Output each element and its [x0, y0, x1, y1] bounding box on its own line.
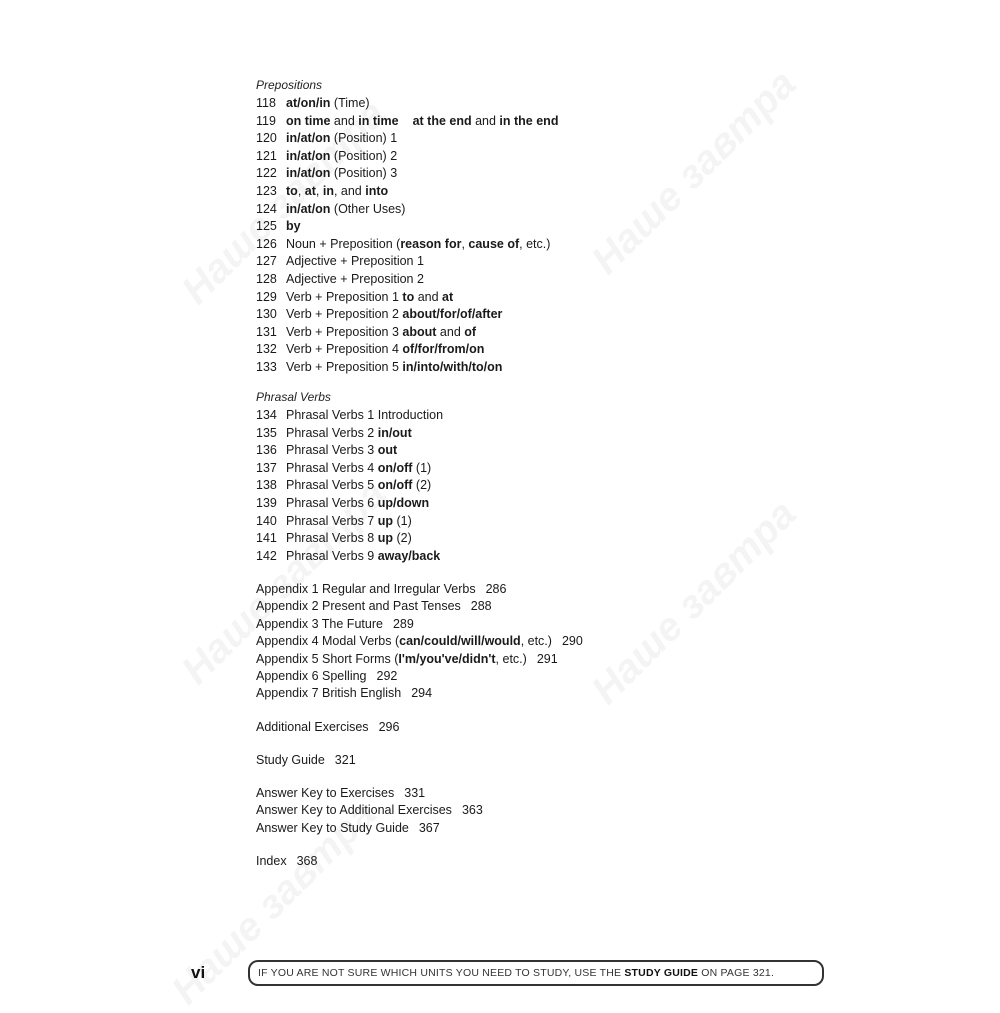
toc-text: Appendix 2 Present and Past Tenses [256, 599, 461, 614]
toc-entry[interactable] [256, 633, 583, 649]
toc-entry[interactable] [256, 513, 412, 529]
toc-text: Phrasal Verbs 4 [286, 460, 378, 475]
toc-bold-text: out [377, 443, 398, 458]
toc-page-ref: 321 [334, 753, 356, 767]
toc-page-ref: 291 [536, 651, 558, 666]
unit-number: 132 [256, 342, 277, 357]
toc-entry[interactable] [256, 236, 550, 252]
toc-text: Phrasal Verbs 1 Introduction [286, 408, 444, 422]
toc-entry[interactable] [256, 495, 429, 511]
toc-entry[interactable] [256, 341, 484, 357]
toc-entry[interactable] [256, 359, 502, 375]
toc-entry[interactable] [256, 668, 397, 684]
toc-page-ref: 289 [392, 616, 414, 631]
toc-page-ref: 292 [376, 669, 398, 683]
toc-bold-text: on time [286, 113, 331, 128]
unit-number: 141 [256, 531, 277, 546]
toc-text: , etc.) [495, 651, 527, 666]
toc-text: Adjective + Preposition 2 [286, 272, 424, 286]
note-bold-text: STUDY GUIDE [624, 967, 699, 979]
toc-bold-text: away/back [377, 548, 441, 563]
toc-bold-text: in/at/on [286, 201, 331, 216]
toc-entry[interactable] [256, 530, 412, 546]
unit-number: 124 [256, 201, 277, 216]
toc-text: Appendix 3 The Future [256, 616, 383, 631]
toc-entry[interactable] [256, 148, 397, 164]
toc-text: (Time) [330, 96, 370, 110]
unit-number: 137 [256, 460, 277, 475]
note-text: ON PAGE 321. [698, 967, 775, 979]
toc-bold-text: on/off [377, 460, 413, 475]
toc-bold-text: in the end [499, 113, 559, 128]
toc-label: Answer Key to Additional Exercises [256, 803, 452, 817]
toc-text: Phrasal Verbs 7 [286, 513, 378, 528]
unit-number: 135 [256, 425, 277, 440]
toc-text: (Position) 3 [330, 166, 398, 181]
toc-bold-text: reason for [400, 236, 462, 251]
unit-number: 122 [256, 166, 277, 181]
note-text: IF YOU ARE NOT SURE WHICH UNITS YOU NEED TO STUDY, USE THE [258, 967, 625, 979]
toc-entry[interactable] [256, 253, 424, 269]
unit-number: 139 [256, 496, 277, 510]
toc-entry[interactable] [256, 165, 397, 181]
toc-entry[interactable] [256, 442, 397, 458]
toc-text: and [436, 324, 465, 339]
toc-entry[interactable] [256, 651, 558, 667]
toc-text: Verb + Preposition 3 [286, 324, 403, 339]
toc-text: Phrasal Verbs 2 [286, 425, 378, 440]
toc-bold-text: at the end [412, 113, 472, 128]
toc-text: (1) [393, 513, 412, 528]
toc-bold-text: about [402, 324, 437, 339]
toc-text: , [461, 236, 469, 251]
toc-entry[interactable] [256, 324, 476, 340]
toc-page-ref: 286 [485, 582, 507, 596]
toc-entry[interactable] [256, 201, 405, 217]
toc-entry[interactable] [256, 616, 414, 632]
toc-text: Phrasal Verbs 5 [286, 478, 378, 493]
toc-text: , and [333, 184, 366, 198]
toc-entry[interactable] [256, 306, 502, 322]
toc-text: Verb + Preposition 4 [286, 342, 403, 357]
toc-text: , etc.) [520, 634, 552, 649]
toc-text: Phrasal Verbs 6 [286, 496, 378, 510]
toc-entry[interactable] [256, 581, 506, 597]
toc-page-ref: 294 [411, 686, 433, 701]
toc-answer-key-additional[interactable] [256, 802, 483, 818]
toc-study-guide[interactable] [256, 752, 356, 768]
toc-bold-text: of [464, 324, 477, 339]
toc-entry[interactable] [256, 218, 301, 234]
toc-bold-text: at/on/in [286, 96, 331, 110]
toc-entry[interactable] [256, 95, 370, 111]
toc-label: Study Guide [256, 753, 325, 767]
toc-bold-text: to [402, 289, 415, 304]
section-heading-prepositions: Prepositions [256, 78, 323, 92]
toc-bold-text: by [286, 219, 301, 234]
unit-number: 136 [256, 443, 277, 458]
toc-entry[interactable] [256, 289, 453, 305]
toc-text: , [315, 184, 323, 198]
toc-bold-text: up [377, 513, 393, 528]
toc-bold-text: in/at/on [286, 166, 331, 181]
unit-number: 140 [256, 513, 277, 528]
toc-page-ref: 290 [561, 634, 583, 649]
toc-bold-text: in/at/on [286, 148, 331, 163]
unit-number: 138 [256, 478, 277, 493]
toc-bold-text: cause of [468, 236, 520, 251]
toc-additional-exercises[interactable] [256, 719, 399, 735]
unit-number: 128 [256, 272, 277, 286]
toc-page-ref: 288 [470, 599, 492, 614]
toc-page-ref: 368 [296, 854, 318, 868]
unit-number: 125 [256, 219, 277, 234]
unit-number: 120 [256, 131, 277, 146]
toc-label: Additional Exercises [256, 720, 369, 734]
unit-number: 126 [256, 236, 277, 251]
toc-entry[interactable] [256, 271, 424, 287]
watermark [583, 492, 805, 714]
toc-text: (Position) 1 [330, 131, 398, 146]
toc-page-ref: 363 [461, 803, 483, 817]
unit-number: 130 [256, 307, 277, 322]
toc-entry[interactable] [256, 477, 431, 493]
toc-bold-text: at [442, 289, 454, 304]
toc-bold-text: I'm/you've/didn't [398, 651, 496, 666]
toc-text: and [330, 113, 359, 128]
toc-index[interactable] [256, 853, 317, 869]
unit-number: 129 [256, 289, 277, 304]
toc-text: (Other Uses) [330, 201, 406, 216]
toc-bold-text: to [286, 184, 298, 198]
toc-entry[interactable] [256, 548, 440, 564]
unit-number: 127 [256, 254, 277, 269]
toc-label: Answer Key to Study Guide [256, 821, 409, 835]
toc-text: Appendix 7 British English [256, 686, 402, 701]
toc-page-ref: 331 [404, 786, 426, 800]
toc-bold-text: in/at/on [286, 131, 331, 146]
toc-text: (1) [412, 460, 432, 475]
toc-text: Appendix 5 Short Forms ( [256, 651, 399, 666]
toc-text: and [414, 289, 443, 304]
toc-text: (2) [412, 478, 432, 493]
toc-bold-text: in [322, 184, 334, 198]
toc-text: Phrasal Verbs 9 [286, 548, 378, 563]
toc-page-ref: 296 [378, 720, 400, 734]
toc-label: Answer Key to Exercises [256, 786, 395, 800]
toc-label: Index [256, 854, 287, 868]
toc-entry[interactable] [256, 425, 412, 441]
toc-answer-key-exercises[interactable] [256, 785, 425, 801]
toc-entry[interactable] [256, 685, 432, 701]
watermark [583, 62, 805, 284]
toc-entry[interactable] [256, 113, 558, 129]
toc-text: Verb + Preposition 1 [286, 289, 403, 304]
toc-entry[interactable] [256, 598, 492, 614]
unit-number: 119 [256, 113, 276, 128]
toc-text: (Position) 2 [330, 148, 398, 163]
study-guide-note [248, 960, 824, 986]
toc-bold-text: up [377, 531, 393, 546]
toc-entry[interactable] [256, 407, 443, 423]
toc-text: and [471, 113, 500, 128]
toc-entry[interactable] [256, 183, 388, 199]
toc-bold-text: up/down [377, 496, 430, 510]
unit-number: 131 [256, 324, 277, 339]
toc-bold-text: in/out [377, 425, 412, 440]
toc-entry[interactable] [256, 460, 431, 476]
unit-number: 118 [256, 96, 276, 110]
toc-bold-text: of/for/from/on [402, 342, 485, 357]
toc-entry[interactable] [256, 130, 397, 146]
section-heading-phrasal-verbs: Phrasal Verbs [256, 390, 331, 404]
toc-text: Appendix 1 Regular and Irregular Verbs [256, 582, 476, 596]
unit-number: 133 [256, 360, 277, 374]
unit-number: 121 [256, 148, 277, 163]
toc-text: , [297, 184, 305, 198]
toc-bold-text: can/could/will/would [399, 634, 521, 649]
toc-bold-text: into [365, 184, 389, 198]
toc-text: Adjective + Preposition 1 [286, 254, 424, 269]
toc-bold-text: about/for/of/after [402, 307, 503, 322]
toc-text: Verb + Preposition 2 [286, 307, 403, 322]
toc-text: Phrasal Verbs 3 [286, 443, 378, 458]
toc-text: Appendix 4 Modal Verbs ( [256, 634, 400, 649]
toc-text: Phrasal Verbs 8 [286, 531, 378, 546]
toc-answer-key-study-guide[interactable] [256, 820, 440, 836]
toc-text: Appendix 6 Spelling [256, 669, 367, 683]
toc-bold-text: in/into/with/to/on [402, 360, 503, 374]
toc-page-ref: 367 [418, 821, 440, 835]
unit-number: 123 [256, 184, 277, 198]
toc-bold-text: at [304, 184, 316, 198]
unit-number: 134 [256, 408, 277, 422]
unit-number: 142 [256, 548, 277, 563]
toc-text: Verb + Preposition 5 [286, 360, 403, 374]
page-number: vi [191, 963, 206, 982]
toc-text: , etc.) [519, 236, 551, 251]
toc-text: Noun + Preposition ( [286, 236, 401, 251]
toc-bold-text: on/off [377, 478, 413, 493]
toc-text: (2) [393, 531, 412, 546]
toc-bold-text: in time [358, 113, 399, 128]
